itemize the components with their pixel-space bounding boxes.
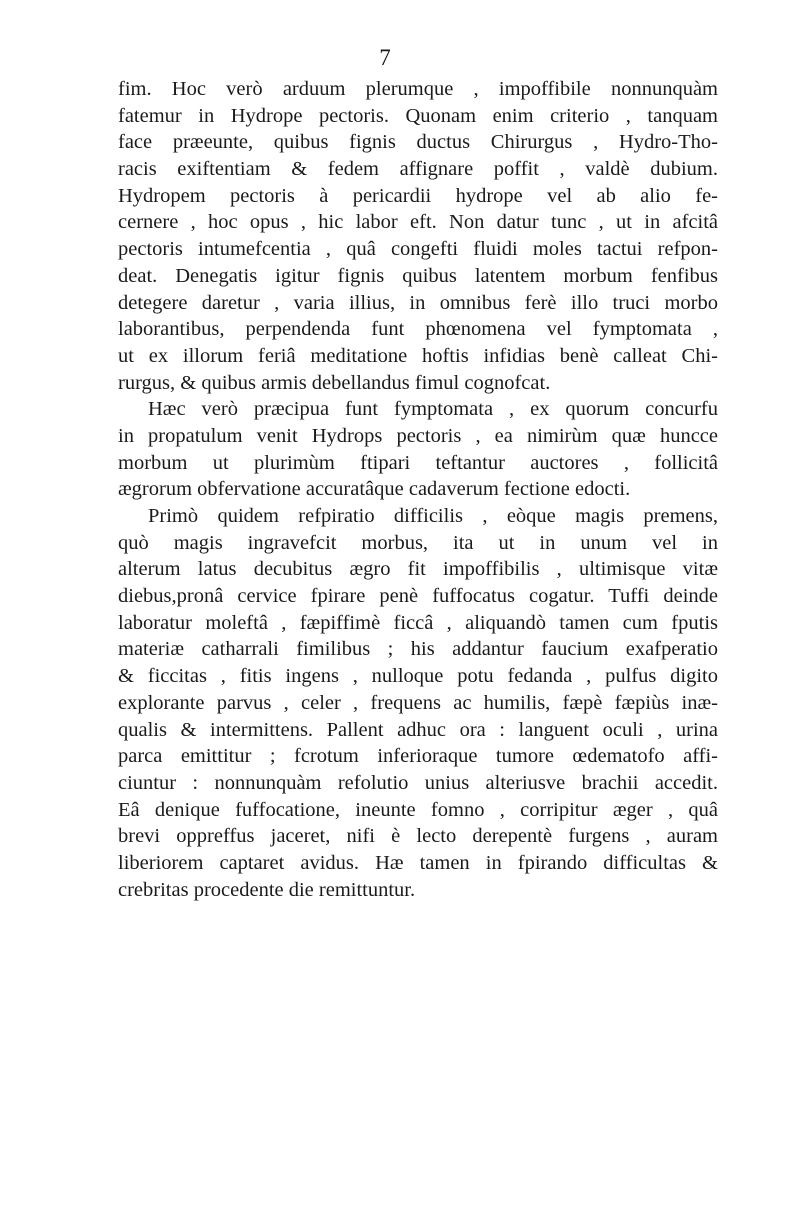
text-line: materiæ catharrali fimilibus ; his addantur faucium exafperatio	[118, 638, 718, 661]
text-line: laboratur moleftâ , fæpiffimè ficcâ , aliquandò tamen cum fputis	[118, 611, 718, 634]
text-line: brevi oppreffus jaceret, nifi è lecto derepentè furgens , auram	[118, 825, 718, 848]
text-line: liberiorem captaret avidus. Hæ tamen in fpirando difficultas &	[118, 851, 718, 874]
text-line: diebus,pronâ cervice fpirare penè fuffocatus cogatur. Tuffi deinde	[118, 585, 718, 608]
text-line: Hæc verò præcipua funt fymptomata , ex quorum concurfu	[148, 398, 718, 421]
text-line: quò magis ingravefcit morbus, ita ut in unum vel in	[118, 531, 718, 554]
text-line: Primò quidem refpiratio difficilis , eòque magis premens,	[148, 505, 718, 527]
text-line: fatemur in Hydrope pectoris. Quonam enim criterio , tanquam	[118, 104, 718, 127]
page-number: 7	[379, 45, 391, 70]
text-line: crebritas procedente die remittuntur.	[118, 878, 416, 901]
body-text	[118, 76, 718, 903]
text-line: deat. Denegatis igitur fignis quibus latentem morbum fenfibus	[118, 264, 718, 287]
text-line: face præeunte, quibus fignis ductus Chirurgus , Hydro-Tho-	[118, 131, 718, 154]
text-line: laborantibus, perpendenda funt phœnomena vel fymptomata ,	[118, 318, 718, 341]
text-line: detegere daretur , varia illius, in omnibus ferè illo truci morbo	[118, 291, 718, 314]
text-line: ægrorum obfervatione accuratâque cadaverum fectione edocti.	[118, 478, 631, 501]
text-line: Eâ denique fuffocatione, ineunte fomno , corripitur æger , quâ	[118, 798, 718, 821]
text-line: fim. Hoc verò arduum plerumque , impoffibile nonnunquàm	[118, 78, 718, 100]
text-line: & ficcitas , fitis ingens , nulloque potu fedanda , pulfus digito	[118, 665, 718, 688]
text-line: alterum latus decubitus ægro fit impoffibilis , ultimisque vitæ	[118, 558, 718, 581]
text-line: parca emittitur ; fcrotum inferioraque tumore œdematofo affi-	[118, 745, 718, 768]
text-line: in propatulum venit Hydrops pectoris , ea nimirùm quæ huncce	[118, 424, 718, 447]
text-line: explorante parvus , celer , frequens ac humilis, fæpè fæpiùs inæ-	[118, 691, 718, 714]
text-line: morbum ut plurimùm ftipari teftantur auctores , follicitâ	[118, 451, 718, 474]
text-line: ciuntur : nonnunquàm refolutio unius alteriusve brachii accedit.	[118, 771, 718, 794]
text-line: Hydropem pectoris à pericardii hydrope vel ab alio fe-	[118, 184, 718, 207]
text-line: racis exiftentiam & fedem affignare poffit , valdè dubium.	[118, 158, 718, 181]
text-line: cernere , hoc opus , hic labor eft. Non datur tunc , ut in afcitâ	[118, 211, 718, 234]
text-line: ut ex illorum feriâ meditatione hoftis infidias benè calleat Chi-	[118, 344, 718, 367]
text-line: pectoris intumefcentia , quâ congefti fluidi moles tactui refpon-	[118, 238, 718, 261]
text-line: qualis & intermittens. Pallent adhuc ora : languent oculi , urina	[118, 718, 718, 741]
text-line: rurgus, & quibus armis debellandus fimul cognofcat.	[118, 371, 551, 394]
